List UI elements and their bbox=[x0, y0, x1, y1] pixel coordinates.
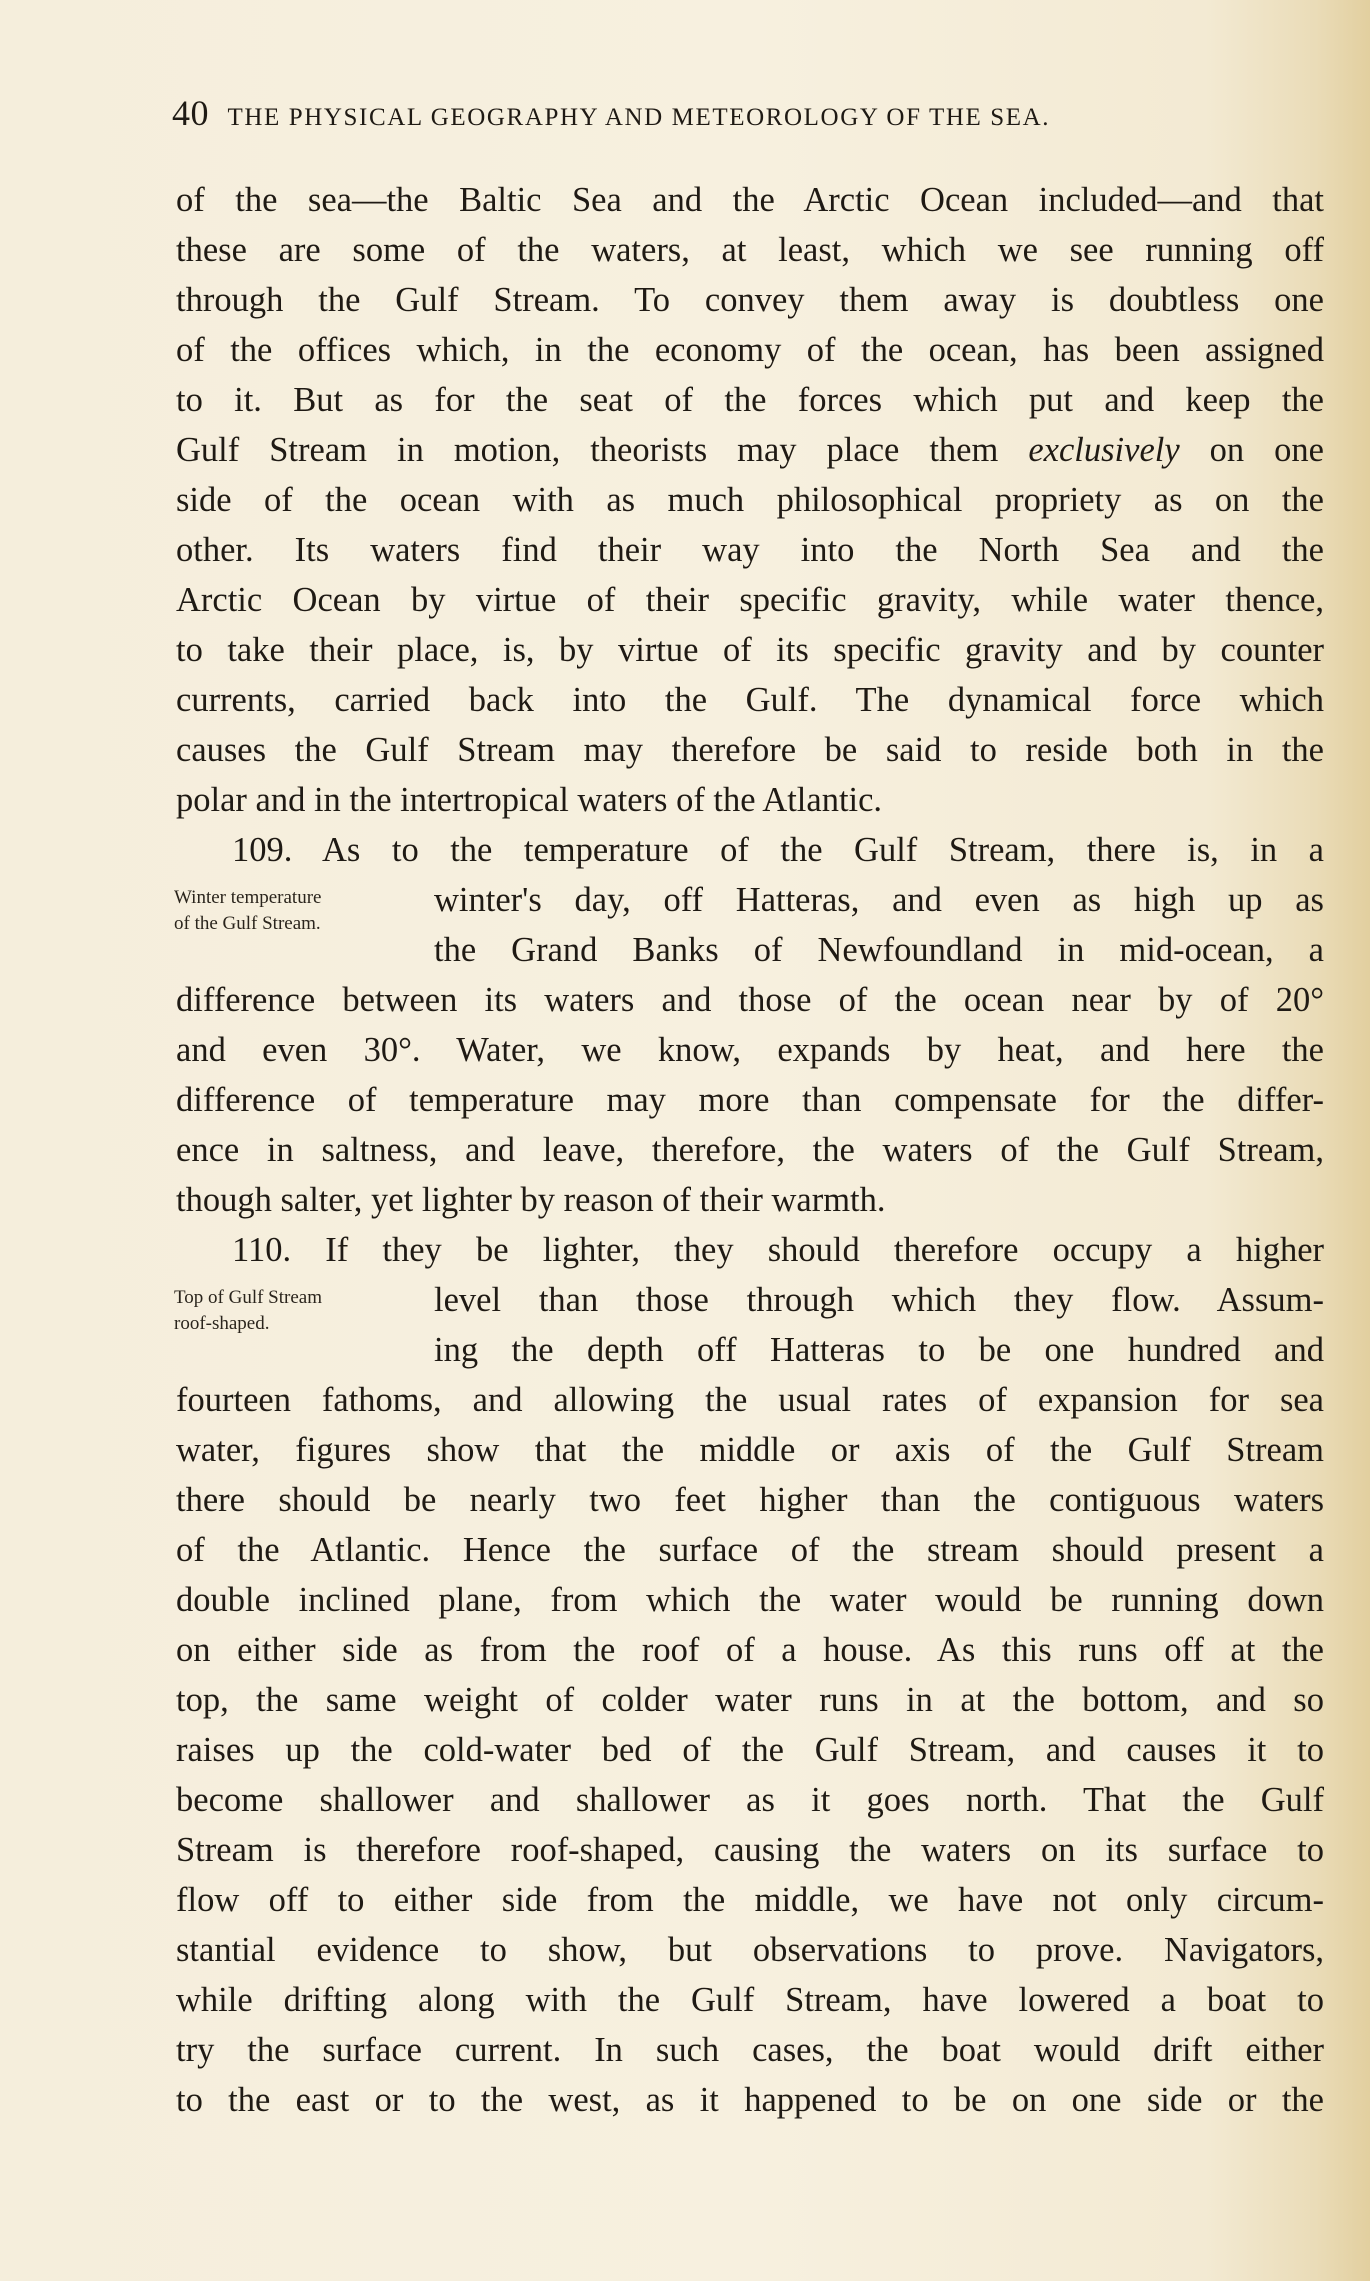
text-line: become shallower and shallower as it goes north. That the Gulf bbox=[176, 1781, 1324, 1819]
text-line: ence in saltness, and leave, therefore, the waters of the Gulf Stream, bbox=[176, 1131, 1324, 1169]
text-line: to it. But as for the seat of the forces which put and keep the bbox=[176, 381, 1324, 419]
text-line: try the surface current. In such cases, the boat would drift either bbox=[176, 2031, 1324, 2069]
text-line: of the sea—the Baltic Sea and the Arctic Ocean included—and that bbox=[176, 181, 1324, 219]
text-line: winter's day, off Hatteras, and even as high up as bbox=[434, 881, 1324, 919]
text-line: of the Atlantic. Hence the surface of the stream should present a bbox=[176, 1531, 1324, 1569]
text-line: these are some of the waters, at least, which we see running off bbox=[176, 231, 1324, 269]
text-line: there should be nearly two feet higher than the contiguous waters bbox=[176, 1481, 1324, 1519]
text-line: on either side as from the roof of a house. As this runs off at the bbox=[176, 1631, 1324, 1669]
text-line: Stream is therefore roof-shaped, causing the waters on its surface to bbox=[176, 1831, 1324, 1869]
text-line: of the offices which, in the economy of the ocean, has been assigned bbox=[176, 331, 1324, 369]
text-fragment: on one bbox=[1209, 431, 1324, 469]
running-title: THE PHYSICAL GEOGRAPHY AND METEOROLOGY OF THE SEA. bbox=[227, 104, 1051, 131]
sidenote-gulf-stream: of the Gulf Stream. bbox=[174, 913, 321, 934]
text-line: level than those through which they flow. Assum- bbox=[434, 1281, 1324, 1319]
text-line: ing the depth off Hatteras to be one hundred and bbox=[434, 1331, 1324, 1369]
text-line: fourteen fathoms, and allowing the usual rates of expansion for sea bbox=[176, 1381, 1324, 1419]
text-line: while drifting along with the Gulf Stream, have lowered a boat to bbox=[176, 1981, 1324, 2019]
paragraph-109-start: 109. As to the temperature of the Gulf Stream, there is, in a bbox=[232, 831, 1324, 869]
text-line: difference between its waters and those of the ocean near by of 20° bbox=[176, 981, 1324, 1019]
text-line: the Grand Banks of Newfoundland in mid-ocean, a bbox=[434, 931, 1324, 969]
text-line-with-italic bbox=[176, 430, 1324, 476]
text-line: other. Its waters find their way into the North Sea and the bbox=[176, 531, 1324, 569]
text-line: to take their place, is, by virtue of its specific gravity and by counter bbox=[176, 631, 1324, 669]
text-line: currents, carried back into the Gulf. The dynamical force which bbox=[176, 681, 1324, 719]
text-line: flow off to either side from the middle, we have not only circum- bbox=[176, 1881, 1324, 1919]
text-line: polar and in the intertropical waters of the Atlantic. bbox=[176, 781, 883, 819]
text-line: Arctic Ocean by virtue of their specific gravity, while water thence, bbox=[176, 581, 1324, 619]
text-line: though salter, yet lighter by reason of their warmth. bbox=[176, 1181, 886, 1219]
paragraph-110-start: 110. If they be lighter, they should therefore occupy a higher bbox=[232, 1231, 1324, 1269]
text-line: double inclined plane, from which the water would be running down bbox=[176, 1581, 1324, 1619]
italic-word: exclusively bbox=[1028, 431, 1180, 469]
text-line: raises up the cold-water bed of the Gulf Stream, and causes it to bbox=[176, 1731, 1324, 1769]
text-line: causes the Gulf Stream may therefore be said to reside both in the bbox=[176, 731, 1324, 769]
text-line: and even 30°. Water, we know, expands by heat, and here the bbox=[176, 1031, 1324, 1069]
text-line: water, figures show that the middle or axis of the Gulf Stream bbox=[176, 1431, 1324, 1469]
text-line: to the east or to the west, as it happened to be on one side or the bbox=[176, 2081, 1324, 2119]
text-fragment: Gulf Stream in motion, theorists may place them bbox=[176, 431, 999, 469]
text-line: side of the ocean with as much philosophical propriety as on the bbox=[176, 481, 1324, 519]
sidenote-winter-temperature: Winter temperature bbox=[174, 887, 322, 908]
text-line: top, the same weight of colder water runs in at the bottom, and so bbox=[176, 1681, 1324, 1719]
sidenote-top-gulf-stream: Top of Gulf Stream bbox=[174, 1287, 323, 1308]
text-line: stantial evidence to show, but observations to prove. Navigators, bbox=[176, 1931, 1324, 1969]
sidenote-roof-shaped: roof-shaped. bbox=[174, 1313, 270, 1334]
text-line: through the Gulf Stream. To convey them away is doubtless one bbox=[176, 281, 1324, 319]
page-number: 40 bbox=[172, 93, 209, 133]
text-line: difference of temperature may more than compensate for the differ- bbox=[176, 1081, 1324, 1119]
